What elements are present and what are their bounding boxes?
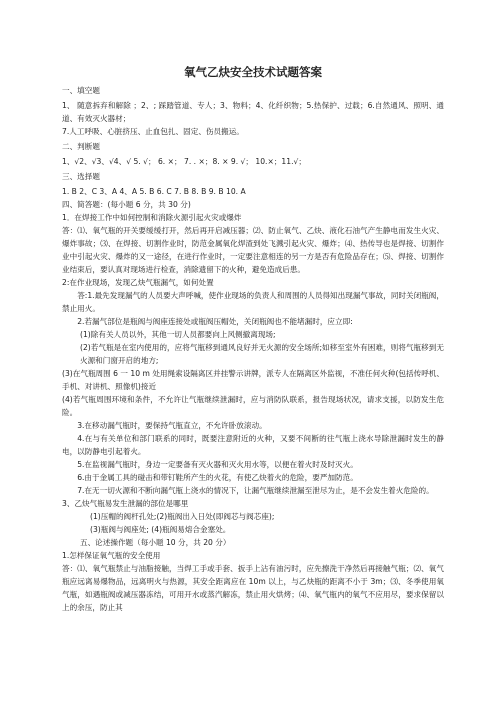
paragraph: 2:在作业现场，发现乙炔气瓶漏气，如何处置 [62, 278, 214, 287]
document-body [62, 84, 444, 614]
paragraph: (2)若气瓶是在室内使用的，应将气瓶移到通风良好并无火源的安全场所;如移至室外有困难，则将气瓶移到无火源和门窗开启的地方; [80, 343, 444, 365]
paragraph: (4)若气瓶周围环境和条件，不允许让气瓶继续泄漏时，应与消防队联系，报告现场状况，请求支援，以防发生危险。 [62, 395, 444, 417]
document-title: 氧气乙炔安全技术试题答案 [184, 65, 322, 79]
paragraph: 五、论述操作题（每小题 10 分，共 20 分） [80, 538, 231, 547]
section-heading: 三、选择题 [62, 172, 100, 181]
paragraph: (3)在气瓶周围 6 一 10 m 处用绳索设隔离区并挂警示讲牌，派专人在隔离区外监视，不准任何火种(包括传呼机、手机、对讲机、照像机)接近 [62, 369, 444, 391]
paragraph: (1)除有关人员以外，其他一切人员都要向上风侧撤离现场; [80, 330, 276, 339]
paragraph: 答：⑴、氧气瓶的开关要缓缓打开，然后再开启减压器；⑵、防止氧气、乙炔、液化石油气产生静电而发生火灾、爆炸事故；⑶、在焊接、切割作业时，防范金属氧化焊渣到处飞溅引起火灾、爆炸；⑷、热传导也是焊接、切割作业中引起火灾、爆炸的又一途径，在进行作业时，一定要注意相连的另一方是否有危险品存在；⑸、焊接、切割作业结束后，要认真对现场进行检查，消除遗留下的火种，避免造成后患。 [62, 226, 444, 274]
paragraph: 4.在与有关单位和部门联系的同时，既要注意附近的火种，又要不间断的往气瓶上浇水导除泄漏时发生的静电，以防静电引起着火。 [62, 434, 444, 456]
paragraph: 1.怎样保证氧气瓶的安全使用 [62, 551, 161, 560]
section-heading: 二、判断题 [62, 142, 100, 151]
paragraph: 1、 随意拆弃和解除 ；2、; 踩踏管道、专人；3、物料；4、化纤织物；5.热保护、过载；6.自然通风、照明、通道、有效灭火器材； [62, 101, 444, 123]
paragraph: 四、简答题：(每小题 6 分，共 30 分) [62, 200, 191, 209]
paragraph: 3、乙炔气瓶易发生泄漏的部位是哪里 [62, 499, 189, 508]
paragraph: (3)瓶阀与阀座处; (4)瓶阀易熔合金塞处。 [90, 525, 231, 534]
section-heading: 一、填空题 [62, 86, 100, 95]
paragraph: 答:1.最先发现漏气的人员要大声呼喊，使作业现场的负责人和周围的人员得知出现漏气事故，同时关闭瓶阀，禁止用火。 [62, 291, 444, 313]
paragraph: 2.若漏气部位是瓶阀与阀座连接处或瓶阀压帽处，关闭瓶阀也不能堵漏时，应立即: [77, 317, 353, 326]
paragraph: (1)压帽的阀杆孔处;(2)瓶阀出入日处(即阀芯与阀芯座); [90, 512, 275, 521]
paragraph: 6.由于金属工具的碰击和带钉鞋所产生的火花，有使乙炔着火的危险，要严加防范。 [77, 473, 358, 482]
paragraph: 3.在移动漏气瓶时，要保持气瓶直立，不允许卧放滚动。 [77, 421, 267, 430]
paragraph: 7.人工呼吸、心脏挤压、止血包扎、固定、伤员搬运。 [62, 127, 244, 136]
paragraph: 7.在无一切火源和不断向漏气瓶上浇水的情况下，让漏气瓶继续泄漏至泄尽为止，是不会发生着火危险的。 [77, 486, 434, 495]
paragraph: 答：⑴、氧气瓶禁止与油脂接触，当焊工手或手套、扳手上沾有油污时，应先擦洗干净然后再接触气瓶；⑵、氧气瓶应远离易爆物品，远离明火与热源，其安全距离应在 10m 以上，与乙炔瓶的距离不小于 3m；⑶、冬季使用氧气瓶，如遇瓶阀或减压器冻结，可用开水或蒸汽解冻，禁止用火烘烤；⑷、氧气瓶内的氧气不应用尽，要求保留以上的余压，防止其 [62, 564, 444, 612]
paragraph: 1、√2、√3、√4、√ 5. √； 6. ×； 7. . ×；8. × 9. √； 10.×；11.√； [62, 157, 306, 166]
paragraph: 1．在焊接工作中如何控制和消除火源引起火灾或爆炸 [62, 213, 242, 222]
paragraph: 5.在监视漏气瓶时，身边一定要备有灭火器和灭火用水等，以便在着火时及时灭火。 [77, 460, 358, 469]
paragraph: 1. B 2、C 3、A 4、A 5. B 6. C 7. B 8. B 9. B 10. A [62, 187, 246, 196]
